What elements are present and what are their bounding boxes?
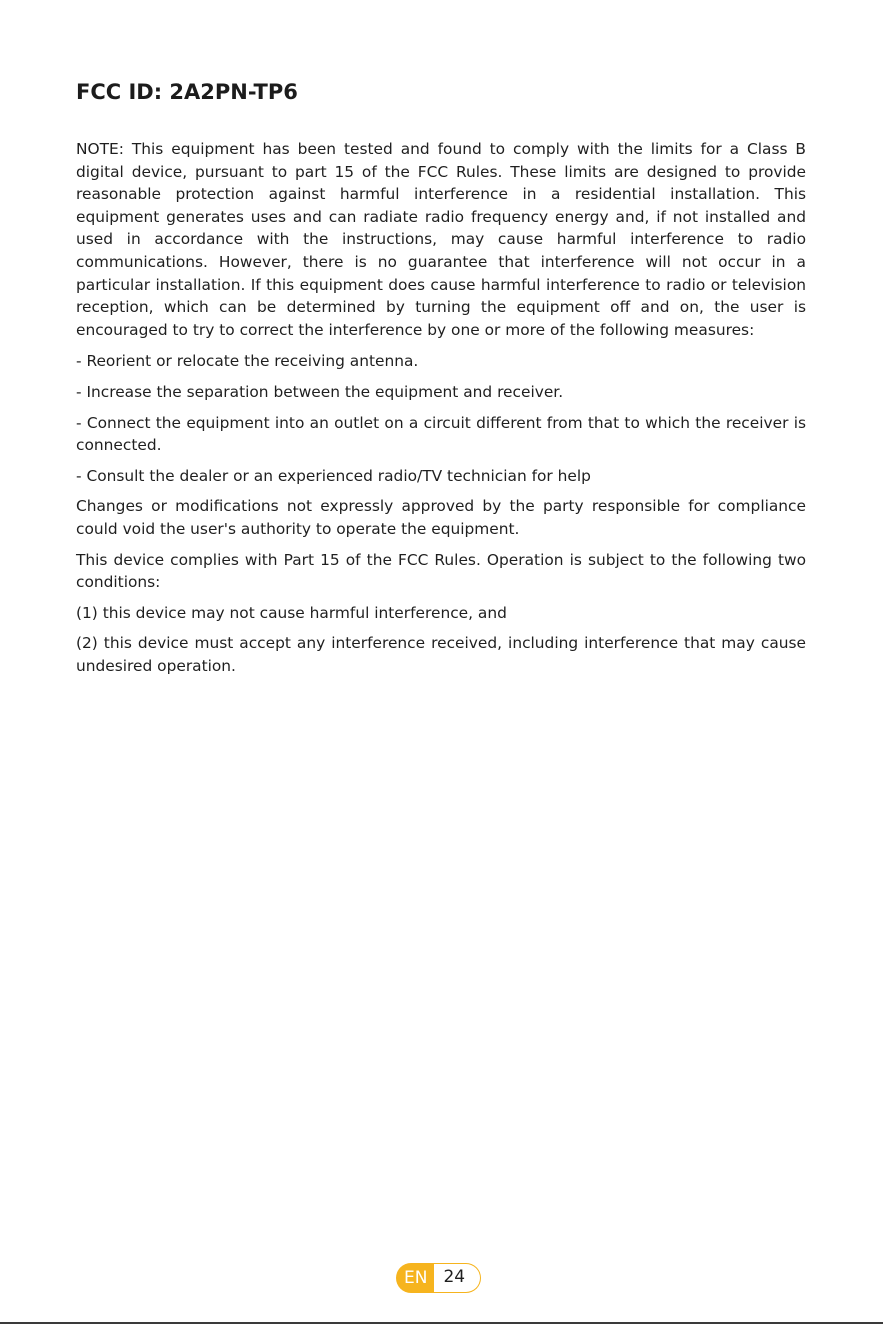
- document-title: FCC ID: 2A2PN-TP6: [76, 80, 298, 104]
- page-number-badge: [396, 1263, 481, 1293]
- paragraph-measure-consult: - Consult the dealer or an experienced radio/TV technician for help: [76, 466, 591, 485]
- paragraph-condition-1: (1) this device may not cause harmful interference, and: [76, 603, 507, 622]
- paragraph-fcc-note: NOTE: This equipment has been tested and found to comply with the limits for a Class B digital device, pursuant to part 15 of the FCC Rules. These limits are designed to provide reasonable protection against harmful interference in a residential installation. This equipment generates uses and can radiate radio frequency energy and, if not installed and used in accordance with the instructions, may cause harmful interference to radio communications. However, there is no guarantee that interference will not occur in a particular installation. If this equipment does cause harmful interference to radio or television reception, which can be determined by turning the equipment off and on, the user is encouraged to try to correct the interference by one or more of the following measures:: [76, 140, 806, 339]
- language-tag: EN: [396, 1263, 434, 1293]
- page-number: 24: [434, 1263, 481, 1293]
- paragraph-measure-separation: - Increase the separation between the equipment and receiver.: [76, 382, 564, 401]
- paragraph-condition-2: (2) this device must accept any interference received, including interference that may cause undesired operation.: [76, 634, 806, 675]
- paragraph-measure-reorient: - Reorient or relocate the receiving antenna.: [76, 352, 419, 371]
- page-content: [76, 78, 806, 685]
- paragraph-part15-compliance: This device complies with Part 15 of the FCC Rules. Operation is subject to the following two conditions:: [76, 550, 806, 592]
- paragraph-measure-outlet: - Connect the equipment into an outlet on a circuit different from that to which the receiver is connected.: [76, 413, 806, 455]
- paragraph-modifications-warning: Changes or modifications not expressly approved by the party responsible for compliance could void the user's authority to operate the equipment.: [76, 497, 806, 538]
